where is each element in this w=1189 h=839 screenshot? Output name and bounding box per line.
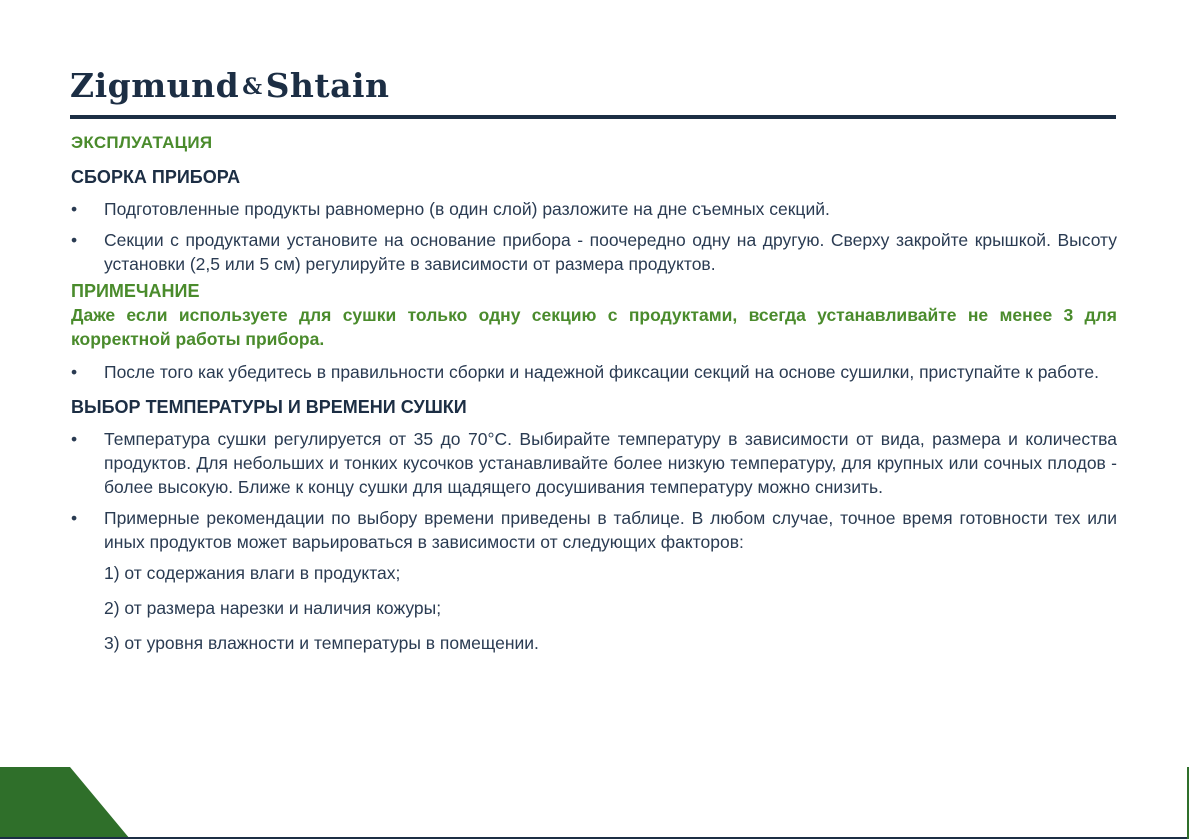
corner-decoration	[0, 767, 130, 839]
bullet-text: Температура сушки регулируется от 35 до 70°С. Выбирайте температуру в зависимости от вида, размера и количества продуктов. Для небольших и тонких кусочков устанавливайте более низкую температуру, для крупных или сочных плодов - более высокую. Ближе к концу сушки для щадящего досушивания температуру можно снизить.	[104, 429, 1117, 497]
factor-item: 1) от содержания влаги в продуктах;	[104, 563, 401, 583]
bullet-icon: •	[71, 362, 78, 382]
note-text: Даже если используете для сушки только одну секцию с продуктами, всегда устанавливайте не менее 3 для корректной работы прибора.	[71, 305, 1117, 349]
note-title: ПРИМЕЧАНИЕ	[71, 281, 200, 301]
bullet-icon: •	[71, 508, 78, 528]
list-item	[71, 228, 1117, 276]
brand-name-left: Zigmund	[70, 66, 240, 105]
brand-ampersand: &	[242, 74, 263, 100]
page-content	[71, 133, 1117, 666]
bullet-icon: •	[71, 230, 78, 250]
temperature-heading: ВЫБОР ТЕМПЕРАТУРЫ И ВРЕМЕНИ СУШКИ	[71, 397, 467, 417]
bullet-text: Подготовленные продукты равномерно (в один слой) разложите на дне съемных секций.	[104, 199, 830, 219]
bullet-text: После того как убедитесь в правильности сборки и надежной фиксации секций на основе сушилки, приступайте к работе.	[104, 362, 1099, 382]
brand-logo	[70, 66, 390, 105]
bullet-icon: •	[71, 199, 78, 219]
list-item	[71, 427, 1117, 499]
assembly-heading: СБОРКА ПРИБОРА	[71, 167, 241, 187]
list-item	[71, 506, 1117, 554]
bullet-text: Примерные рекомендации по выбору времени приведены в таблице. В любом случае, точное время готовности тех или иных продуктов может варьироваться в зависимости от следующих факторов:	[104, 508, 1117, 552]
list-item	[71, 360, 1117, 384]
section-label: ЭКСПЛУАТАЦИЯ	[71, 133, 213, 152]
factor-item: 2) от размера нарезки и наличия кожуры;	[104, 598, 442, 618]
list-item	[71, 197, 1117, 221]
factor-item: 3) от уровня влажности и температуры в помещении.	[104, 633, 539, 653]
header-divider	[70, 115, 1116, 119]
brand-name-right: Shtain	[265, 66, 390, 105]
bullet-icon: •	[71, 429, 78, 449]
bullet-text: Секции с продуктами установите на основание прибора - поочередно одну на другую. Сверху закройте крышкой. Высоту установки (2,5 или 5 см) регулируйте в зависимости от размера продуктов.	[104, 230, 1117, 274]
